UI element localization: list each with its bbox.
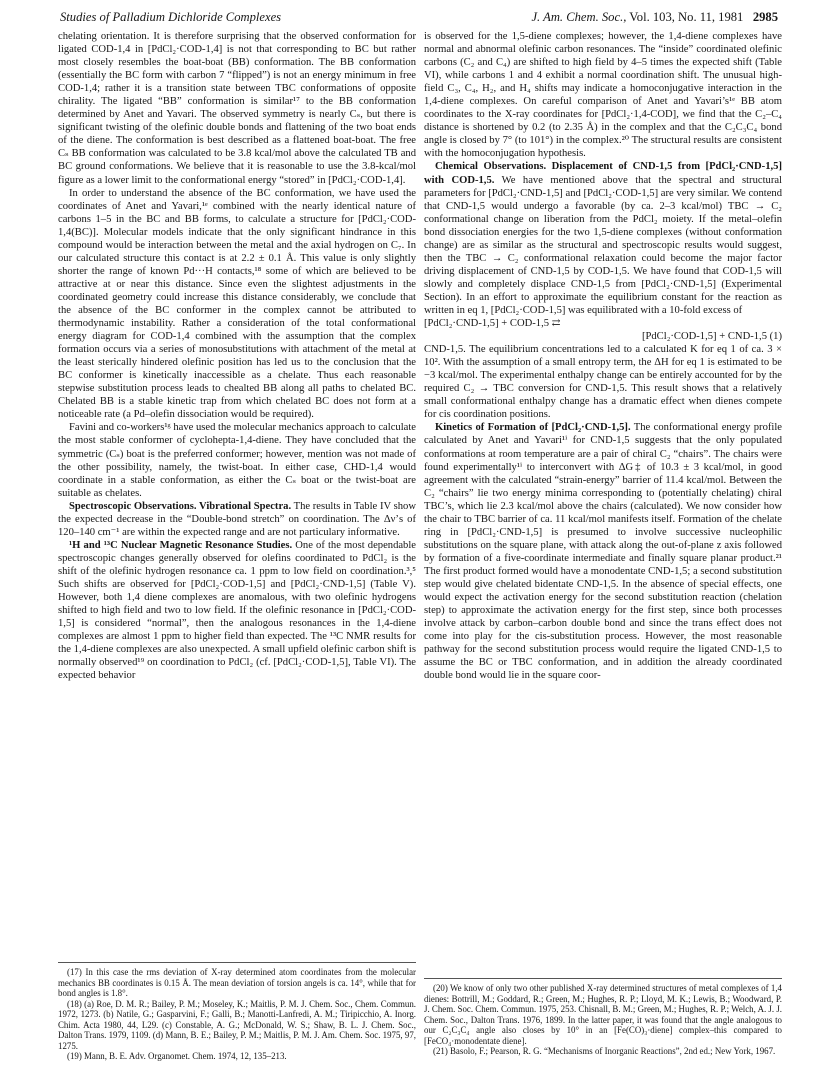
running-title: Studies of Palladium Dichloride Complexes	[60, 10, 282, 24]
paragraph	[58, 500, 416, 539]
footnote: (17) In this case the rms deviation of X-ray determined atom coordinates from the molecular mechanics BB coordinates is 0.15 Å. The mean deviation of torsion angels is ca. 14°, while that for bond angles is 1.8°.	[58, 967, 416, 998]
footnotes-right	[424, 978, 782, 1083]
running-header	[60, 8, 778, 26]
journal-citation	[531, 8, 778, 26]
section-heading: ¹H and ¹³C Nuclear Magnetic Resonance Studies.	[69, 539, 293, 551]
right-column	[424, 30, 782, 954]
footnote: (20) We know of only two other published X-ray determined structures of metal complexes of 1,4 dienes: Bottrill, M.; Goddard, R.; Green, M.; Hughes, R. P.; Lloyd, M. K.; Lewis, B.; Woodward, P. J. Chem. Soc. Chem. Commun. 1975, 253. Chisnall, B. M.; Green, M.; Hughes, R. P.; Welch, A. J. J. Chem. Soc., Dalton Trans. 1976, 1899. In the latter paper, it was found that the angle analogous to our C₂C₃C₄ angle also closes by 10° in an [Fe(CO)₃·diene] complex–this compared to [FeCO₄·monodentate diene].	[424, 983, 782, 1046]
paragraph	[424, 160, 782, 317]
journal-volume: Vol. 103, No. 11, 1981	[629, 10, 744, 24]
section-heading: Kinetics of Formation of [PdCl₂·CND-1,5].	[435, 422, 631, 434]
paragraph: chelating orientation. It is therefore surprising that the observed conformation for ligated COD-1,4 in [PdCl₂·COD-1,4] is not that corresponding to BC but rather most closely resembles the boat-boat (BB) conformation. The BB conformation (essentially the BC form with carbon 7 “flipped”) is not an energy minimum in free COD-1,4; rather it is a transition state between TBC conformations of opposite chirality. The ligated “BB” conformation is similar¹⁷ to the BB conformation determined by Anet and Yavari. The observed symmetry is nearly Cₛ, but there is significant twisting of the olefinic double bonds and flattening of the two boat ends of the diene. The conformation is best described as a flattened boat-boat. The free Cₛ BB conformation was calculated to be 3.8 kcal/mol above the calculated TB and BC ground conformations. We believe that it is reasonable to use the 3.8-kcal/mol figure as a lower limit to the conformational energy “stored” in [PdCl₂·COD-1,4].	[58, 31, 416, 186]
footnote: (21) Basolo, F.; Pearson, R. G. “Mechanisms of Inorganic Reactions”, 2nd ed.; New York, 1967.	[433, 1046, 776, 1056]
section-heading: Chemical Observations. Displacement of CND-1,5 from [PdCl₂·CND-1,5] with COD-1,5.	[424, 161, 782, 186]
paragraph-text: One of the most dependable spectroscopic changes generally observed for olefins coordinated to PdCl₂ is the shift of the olefinic hydrogen resonance ca. 1 ppm to low field on coordination.³,⁵ Such shifts are observed for [PdCl₂·COD-1,5] and [PdCl₂·CND-1,5] (Table V). However, both 1,4 diene complexes are anomalous, with two olefinic hydrogens shifted to high field and two to low field. If the olefinic resonance in [PdCl₂·COD-1,5] is considered “normal”, then the analogous resonances in the 1,4-diene complexes are almost 1 ppm to higher field than expected. The ¹³C NMR results for the 1,4-diene complexes are also unexpected. A small upfield olefinic carbon shift is normally observed¹⁹ on coordination to PdCl₂ (cf. [PdCl₂·COD-1,5], Table VI). The expected behavior	[58, 539, 416, 682]
paragraph-text: The results in Table IV show the expected decrease in the “Double-bond stretch” on coordination. The Δν’s of 120–140 cm⁻¹ are within the expected range and are not particulary informative.	[58, 500, 416, 538]
paragraph	[58, 539, 416, 683]
equation-line-1: [PdCl₂·CND-1,5] + COD-1,5 ⇄	[424, 318, 561, 330]
paragraph: is observed for the 1,5-diene complexes; however, the 1,4-diene complexes have normal and abnormal olefinic carbon resonances. The “inside” coordinated olefinic carbons (C₂ and C₄) are shifted to high field by 4–5 times the expected shift (Table VI), while carbons 1 and 4 exhibit a normal coordination shift. The unusual high-field C₃, C₄, H₂, and H₄ shifts may indicate a homoconjugative interaction in the 1,4-diene complexes. On careful comparison of Anet and Yavari’s¹ᵉ BB atom coordinates to the X-ray coordinates for [PdCl₂·1,4-COD], we find that the C₂–C₄ distance is shortened by 0.2 (to 2.35 Å) in the complex and that the C₂C₃C₄ bond angle is closed by 7° (to 101°) in the complex.²⁰ The structural results are consistent with the homoconjugation hypothesis.	[424, 31, 782, 160]
paragraph	[424, 421, 782, 682]
footnote: (18) (a) Roe, D. M. R.; Bailey, P. M.; Moseley, K.; Maitlis, P. M. J. Chem. Soc., Chem. Commun. 1972, 1273. (b) Natile, G.; Gasparvini, F.; Galli, B.; Manotti-Lanfredi, A. M.; Tiripicchio, A. Inorg. Chim. Acta 1980, 44, L29. (c) Constable, A. G.; McDonald, W. S.; Shaw, B. L. J. Chem. Soc., Dalton Trans. 1979, 1109. (d) Mann, B. E.; Bailey, P. M.; Maitlis, P. M. J. Am. Chem. Soc. 1975, 97, 1275.	[58, 998, 416, 1051]
footnotes-left	[58, 962, 416, 1067]
left-column	[58, 30, 416, 954]
equation-line-2: [PdCl₂·COD-1,5] + CND-1,5 (1)	[641, 331, 782, 343]
journal-name: J. Am. Chem. Soc.,	[531, 10, 627, 24]
section-heading: Spectroscopic Observations. Vibrational Spectra.	[69, 500, 292, 512]
paragraph: In order to understand the absence of the BC conformation, we have used the coordinates of Anet and Yavari,¹ᵉ combined with the nearly identical nature of carbons 1–5 in the BC and BB forms, to calculate a structure for [PdCl₂·COD-1,4(BC)]. Molecular models indicate that the only significant hindrance in this compound would be interaction between the metal and the axial hydrogen on C₇. In our calculated structure this contact is at 2.2 ± 0.1 Å. This value is only slightly shorter the range of known Pd···H contacts,¹⁸ some of which are believed to be attractive at or near this distance. Since even the slightest adjustments in the coordinated geometry could increase this distance considerably, we conclude that the absence of the BC conformer in the complex cannot be attributed to thermodynamic instability. Rather a consideration of the total conformational energy diagram for COD-1,4 combined with the assumption that the complex formation occurs via a series of monosubstitutions with attachment of the metal at the least sterically hindered olefinic position has led us to the conclusion that the BC conformer is kinetically inaccessible as a chelate. Thus each reasonable stepwise substitution process leads to chealted BB along all paths to chelated BC. Chelated BB is a stable kinetic trap from which chelated BC does not form at a noticeable rate (a Pd–olefin dissociation would be required).	[58, 187, 416, 421]
paragraph-text: We have mentioned above that the spectral and structural parameters for [PdCl₂·CND-1,5] and [PdCl₂·COD-1,5] are very similar. We contend that CND-1,5 would undergo a favorable (by ca. 2–3 kcal/mol) TBC → C₂ conformational change on liberation from the PdCl₂ moiety. If the metal–olefin bond dissociation energies for the two 1,5-diene complexes (without conformation change) are as similar as the structural and spectroscopic results would suggest, then the TBC → C₂ conformational relaxation could become the major factor driving displacement of CND-1,5 by COD-1,5. We have found that COD-1,5 will slowly and completely displace CND-1,5 from [PdCl₂·CND-1,5] (Experimental Section). In an effort to approximate the equilibrium constant for the reaction as written in eq 1, [PdCl₂·COD-1,5] was equilibrated with a 10-fold excess of	[424, 174, 782, 316]
paragraph-text: The conformational energy profile calculated by Anet and Yavari¹ⁱ for CND-1,5 suggests that the only populated conformations at room temperature are a pair of chiral C₂ “chairs”. The chairs were found experimentally¹ⁱ to interconvert with ΔG‡ of 10.3 ± 3 kcal/mol, in good agreement with the calculated “strain-energy” barrier of 11.4 kcal/mol. Between the C₂ “chairs” lie two energy minima corresponding to (potentially chelating) chiral TBC’s, which lie 2.3 kcal/mol above the chairs (calculated). We now consider how the chair to TBC barrier of ca. 11 kcal/mol manifests itself. Formation of the chelate ring in [PdCl₂·CND-1,5] is presumed to involve successive nucleophilic substitutions on the square plane, with attack along the out-of-plane z axis followed by formation of a five-coordinate intermediate and finally square planar product.²¹ The first product formed would have a monodentate CND-1,5; a second substitution step would give chelated bidentate CND-1,5. In the absence of special effects, one would expect the activation energy for the second substitution reaction (chelation step) to approximate the activation energy for the first step, since both processes involve attack by carbon–carbon double bond and since the trans effect does not come into play for the cis-substitution process. However, the most reasonable pathway for the second substitution process would require the ligated CND-1,5 to assume the BC or TBC conformation, and in addition the already coordinated double bond would lie in the square coor-	[424, 422, 782, 682]
footnote: (19) Mann, B. E. Adv. Organomet. Chem. 1974, 12, 135–213.	[67, 1051, 287, 1061]
paragraph: Favini and co-workers¹ᵍ have used the molecular mechanics approach to calculate the most stable conformer of cyclohepta-1,4-diene. They have concluded that the symmetric (Cₛ) boat is the preferred conformer; however, mention was not made of the other possibility, namely, the twist-boat. In either case, CHD-1,4 would coordinate in a stable conformation, as either the Cₛ boat or the twist-boat are suitable as chelates.	[58, 422, 416, 499]
page-number: 2985	[752, 10, 778, 24]
paragraph: CND-1,5. The equilibrium concentrations led to a calculated K for eq 1 of ca. 3 × 10². With the assumption of a small entropy term, the ΔH for eq 1 is estimated to be −3 kcal/mol. The experimental enthalpy change can be entirely accounted for by the required C₂ → TBC conversion for CND-1,5. This result shows that a relatively small conformational enthalpy change has a dramatic effect when dienes compete for cis coordination positions.	[424, 344, 782, 421]
